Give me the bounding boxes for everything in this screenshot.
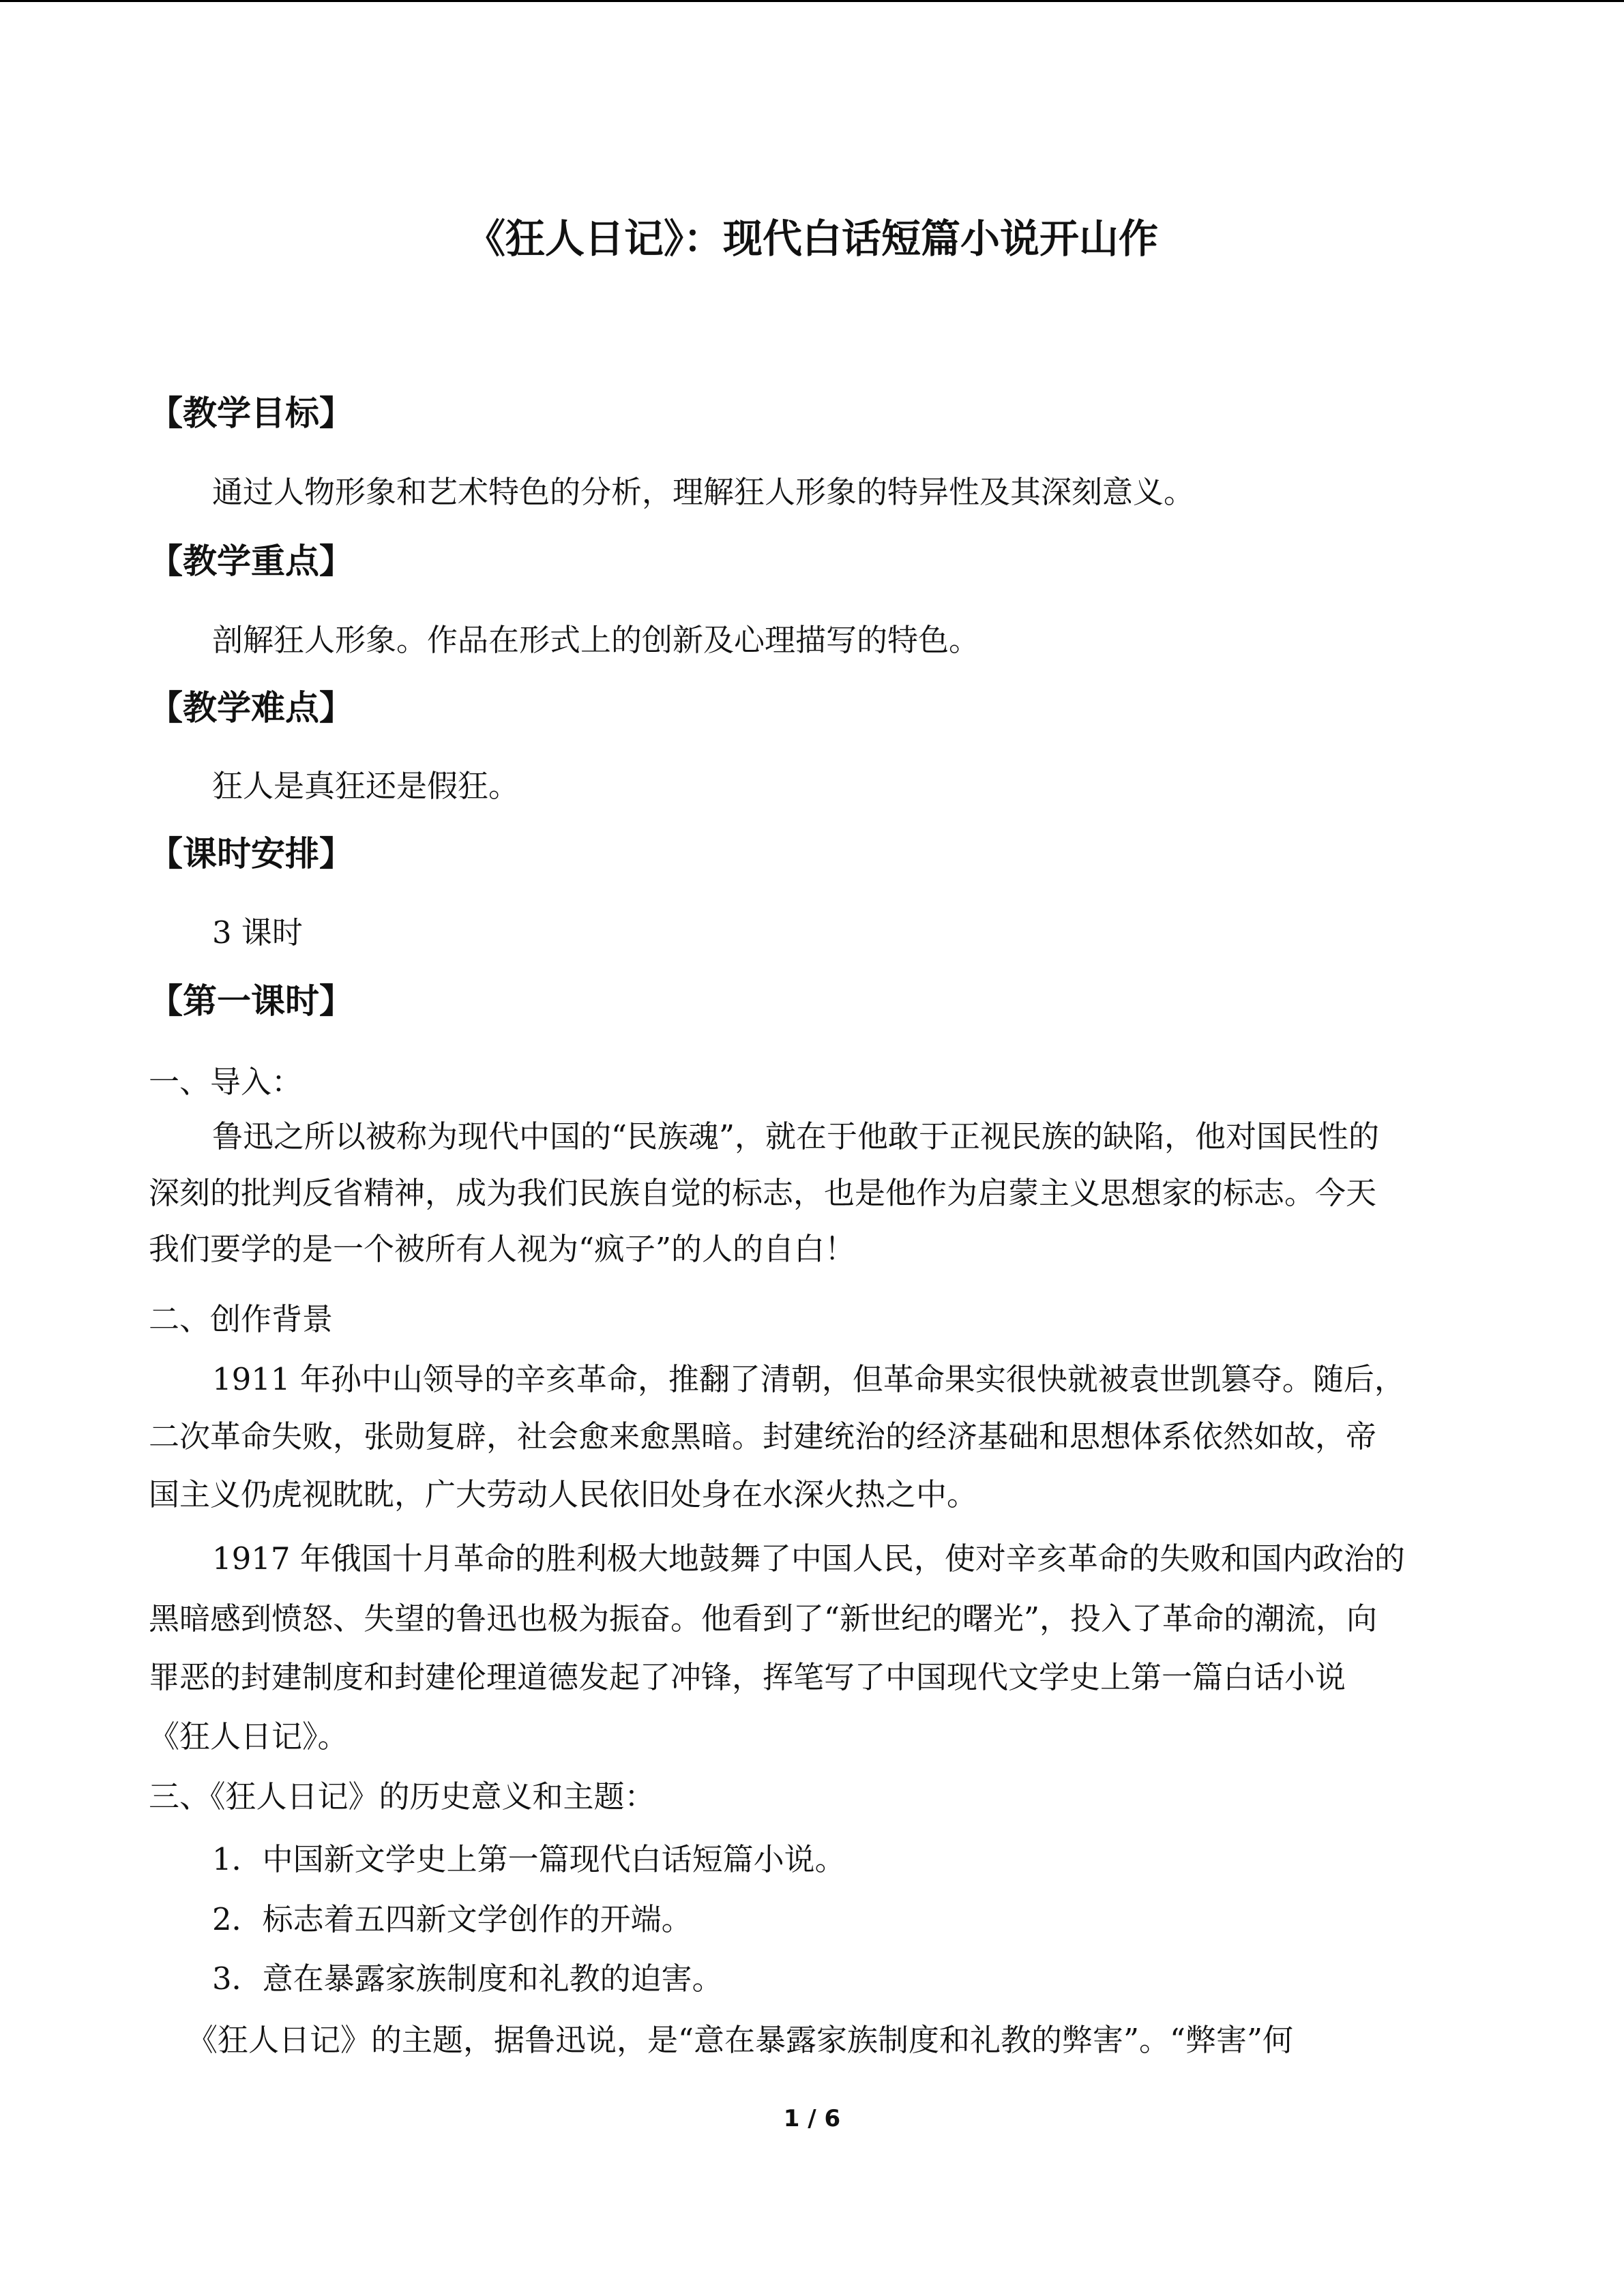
background-p1-line: 二次革命失败，张勋复辟，社会愈来愈黑暗。封建统治的经济基础和思想体系依然如故，帝 xyxy=(149,1418,1377,1455)
background-p2-line: 《狂人日记》。 xyxy=(149,1718,349,1755)
schedule-text: 3 课时 xyxy=(212,914,303,951)
intro-heading: 一、导入： xyxy=(149,1064,303,1100)
heading-schedule: 【课时安排】 xyxy=(149,834,353,874)
heading-first-lesson: 【第一课时】 xyxy=(149,981,353,1021)
teaching-difficulty-text: 狂人是真狂还是假狂。 xyxy=(212,768,520,804)
intro-line: 深刻的批判反省精神，成为我们民族自觉的标志，也是他作为启蒙主义思想家的标志。今天 xyxy=(149,1175,1377,1211)
significance-item: 2．标志着五四新文学创作的开端。 xyxy=(212,1901,692,1937)
page-number: 1 / 6 xyxy=(783,2105,841,2132)
teaching-focus-text: 剖解狂人形象。作品在形式上的创新及心理描写的特色。 xyxy=(212,622,980,658)
intro-line: 鲁迅之所以被称为现代中国的“民族魂”，就在于他敢于正视民族的缺陷，他对国民性的 xyxy=(212,1118,1380,1154)
theme-line: 《狂人日记》的主题，据鲁迅说，是“意在暴露家族制度和礼教的弊害”。“弊害”何 xyxy=(187,2022,1294,2058)
teaching-goals-text: 通过人物形象和艺术特色的分析，理解狂人形象的特异性及其深刻意义。 xyxy=(212,474,1195,510)
significance-heading: 三、《狂人日记》的历史意义和主题： xyxy=(149,1778,655,1815)
background-p1-line: 1911 年孙中山领导的辛亥革命，推翻了清朝，但革命果实很快就被袁世凯篡夺。随后， xyxy=(212,1361,1405,1397)
intro-line: 我们要学的是一个被所有人视为“疯子”的人的自白！ xyxy=(149,1231,856,1267)
background-heading: 二、创作背景 xyxy=(149,1301,334,1337)
heading-teaching-difficulty: 【教学难点】 xyxy=(149,688,353,728)
document-title: 《狂人日记》：现代白话短篇小说开山作 xyxy=(465,215,1158,262)
background-p1-line: 国主义仍虎视眈眈，广大劳动人民依旧处身在水深火热之中。 xyxy=(149,1476,978,1512)
significance-item: 1．中国新文学史上第一篇现代白话短篇小说。 xyxy=(212,1841,846,1877)
background-p2-line: 罪恶的封建制度和封建伦理道德发起了冲锋，挥笔写了中国现代文学史上第一篇白话小说 xyxy=(149,1659,1346,1695)
page-top-border xyxy=(0,0,1624,2)
background-p2-line: 1917 年俄国十月革命的胜利极大地鼓舞了中国人民，使对辛亥革命的失败和国内政治的 xyxy=(212,1540,1405,1577)
heading-teaching-goals: 【教学目标】 xyxy=(149,393,353,433)
background-p2-line: 黑暗感到愤怒、失望的鲁迅也极为振奋。他看到了“新世纪的曙光”，投入了革命的潮流，向 xyxy=(149,1600,1378,1637)
heading-teaching-focus: 【教学重点】 xyxy=(149,541,353,581)
significance-item: 3．意在暴露家族制度和礼教的迫害。 xyxy=(212,1960,723,1997)
